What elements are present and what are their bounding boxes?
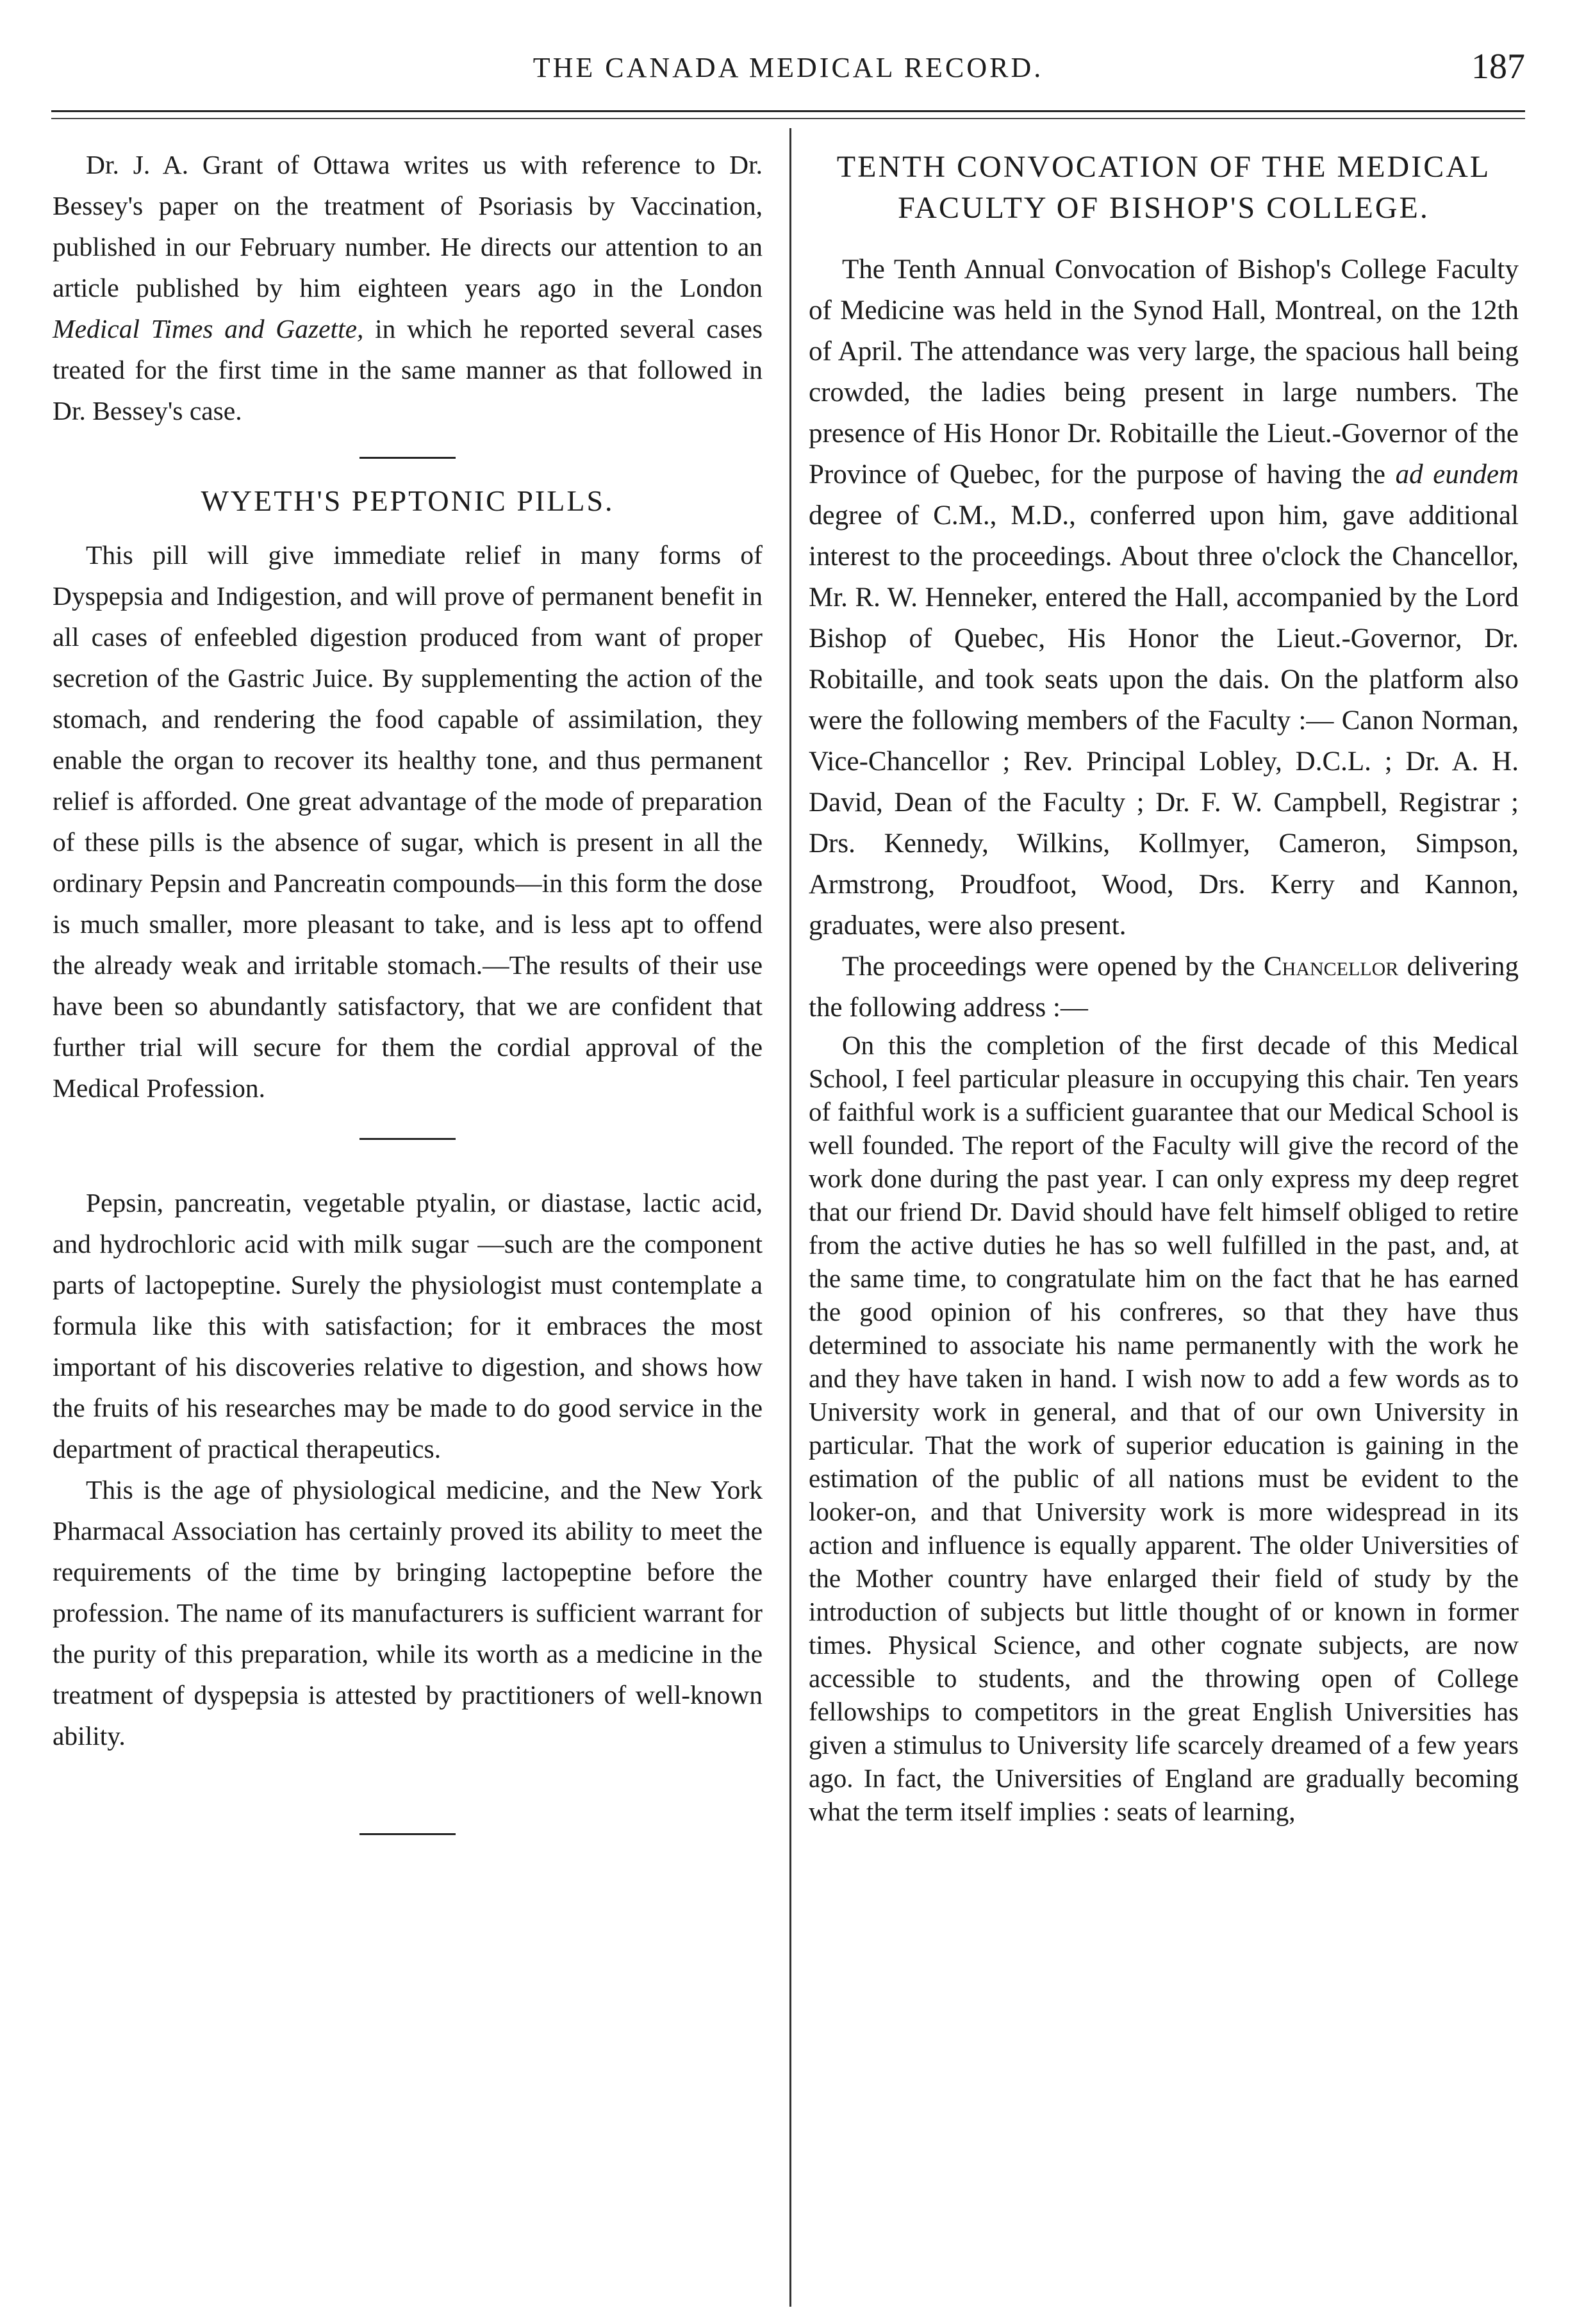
latin-term: ad eundem	[1395, 459, 1519, 490]
address-paragraph: On this the completion of the first decade of this Medical School, I feel particular pleasure in occupying this chair. Ten years of faithful work is a sufficient guarantee that our Medical School is well founded. The report of the Faculty will give the record of the work done during the past year. I can only express my deep regret that our friend Dr. David should have felt himself obliged to retire from the active duties he has so well fulfilled in the past, and, at the same time, to congratulate him on the fact that he has earned the good opinion of his confreres, so that they have thus determined to associate his name permanently with the work he and they have taken in hand. I wish now to add a few words as to University work in general, and that of our own University in particular. That the work of superior education is gaining in the estimation of the public of all nations must be evident to the looker-on, and that University work is more widespread in its action and influence is equally apparent. The older Universities of the Mother country have enlarged their field of study by the introduction of subjects but little thought of or known in former times. Physical Science, and other cognate subjects, are now accessible to students, and the throwing open of College fellowships to competitors in the great English Universities has given a stimulus to University life scarcely dreamed of a few years ago. In fact, the Universities of England are gradually becoming what the term itself implies : seats of learning,	[809, 1030, 1519, 1826]
convocation-para-1	[809, 249, 1519, 946]
section-divider	[359, 1138, 456, 1140]
left-column	[53, 144, 763, 1835]
para2-text-1: The proceedings were opened by the	[842, 952, 1264, 982]
header-rule-secondary	[51, 118, 1525, 119]
para1-text-1: The Tenth Annual Convocation of Bishop's College Faculty of Medicine was held in the Synod Hall, Montreal, on the 12th of April. The attendance was very large, the spacious hall being crowded, the ladies being present in large numbers. The presence of His Honor Dr. Robitaille the Lieut.-Governor of the Province of Quebec, for the purpose of having the	[809, 254, 1519, 490]
pills-paragraph: This pill will give immediate relief in many forms of Dyspepsia and Indigestion, and will prove of permanent benefit in all cases of enfeebled digestion produced from want of proper secretion of the Gastric Juice. By supplementing the action of the stomach, and rendering the food capable of assimilation, they enable the organ to recover its healthy tone, and thus permanent relief is afforded. One great advantage of the mode of preparation of these pills is the absence of sugar, which is present in all the ordinary Pepsin and Pancreatin compounds—in this form the dose is much smaller, more pleasant to take, and is less apt to offend the already weak and irritable stomach.—The results of their use have been so abundantly satisfactory, that we are confident that further trial will secure for them the cordial approval of the Medical Profession.	[53, 540, 763, 1103]
pepsin-paragraph: Pepsin, pancreatin, vegetable ptyalin, or diastase, lactic acid, and hydrochloric acid with milk sugar —such are the component parts of lactopeptine. Surely the physiologist must contemplate a formula like this with satisfaction; for it embraces the most important of his discoveries relative to digestion, and shows how the fruits of his researches may be made to do good service in the department of practical therapeutics.	[53, 1188, 763, 1463]
grant-paragraph	[53, 144, 763, 431]
chancellor-smallcaps: Chancellor	[1263, 952, 1399, 982]
journal-title: Medical Times and Gazette,	[53, 314, 364, 343]
convocation-title: TENTH CONVOCATION OF THE MEDICAL FACULTY OF BISHOP'S COLLEGE.	[836, 150, 1491, 225]
pills-title: WYETH'S PEPTONIC PILLS.	[201, 484, 615, 517]
page-number: 187	[1471, 47, 1525, 87]
chancellor-address	[809, 1028, 1519, 1828]
grant-text-1: Dr. J. A. Grant of Ottawa writes us with reference to Dr. Bessey's paper on the treatment of Psoriasis by Vaccination, published in our February number. He directs our attention to an article published by him eighteen years ago in the London	[53, 150, 763, 302]
section-divider	[359, 457, 456, 459]
running-title: THE CANADA MEDICAL RECORD.	[533, 52, 1044, 83]
convocation-intro	[809, 249, 1519, 1028]
para1-text-2: degree of C.M., M.D., conferred upon him, gave additional interest to the proceedings. About three o'clock the Chancellor, Mr. R. W. Henneker, entered the Hall, accompanied by the Lord Bishop of Quebec, His Honor the Lieut.-Governor, Dr. Robitaille, and took seats upon the dais. On the platform also were the following members of the Faculty :— Canon Norman, Vice-Chancellor ; Rev. Principal Lobley, D.C.L. ; Dr. A. H. David, Dean of the Faculty ; Dr. F. W. Campbell, Registrar ; Drs. Kennedy, Wilkins, Kollmyer, Cameron, Simpson, Armstrong, Proudfoot, Wood, Drs. Kerry and Kannon, graduates, were also present.	[809, 500, 1519, 941]
page-header	[51, 46, 1525, 104]
grant-text-2: in which he reported several cases treated for the first time in the same manner as that followed in Dr. Bessey's case.	[53, 314, 763, 425]
header-rule	[51, 110, 1525, 112]
section-divider	[359, 1833, 456, 1835]
column-divider	[789, 128, 791, 2307]
right-column	[809, 144, 1519, 1828]
para2-text-2: delivering the following address :—	[809, 952, 1519, 1023]
age-paragraph: This is the age of physiological medicine, and the New York Pharmacal Association has certainly proved its ability to meet the requirements of the time by bringing lactopeptine before the profession. The name of its manufacturers is sufficient warrant for the purity of this preparation, while its worth as a medicine in the treatment of dyspepsia is attested by practitioners of well-known ability.	[53, 1475, 763, 1751]
convocation-para-2	[809, 946, 1519, 1028]
